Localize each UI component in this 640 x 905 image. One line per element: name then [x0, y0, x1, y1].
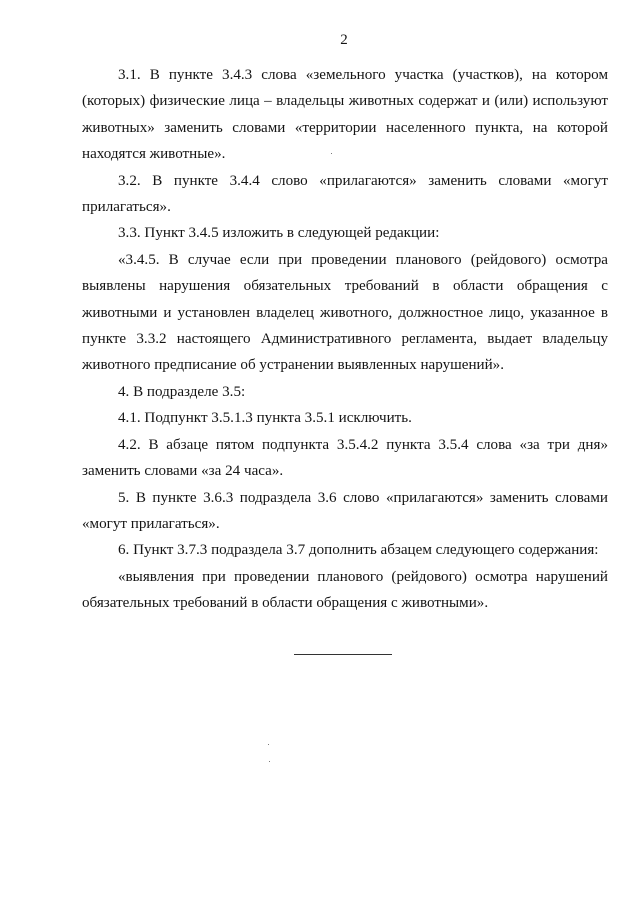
paragraph-3-3: 3.3. Пункт 3.4.5 изложить в следующей редакции: — [118, 225, 440, 242]
paragraph-6-quote: «выявления при проведении планового (рейдового) осмотра нарушений обязательных требований в области обращения с животными». — [82, 568, 608, 612]
paragraph-6: 6. Пункт 3.7.3 подраздела 3.7 дополнить абзацем следующего содержания: — [118, 542, 599, 559]
paragraph-4-1: 4.1. Подпункт 3.5.1.3 пункта 3.5.1 исключить. — [118, 410, 412, 427]
scan-speck — [268, 744, 269, 745]
page-number: 2 — [340, 32, 348, 48]
paragraph-4: 4. В подразделе 3.5: — [118, 383, 246, 400]
paragraph-3-1: 3.1. В пункте 3.4.3 слова «земельного участка (участков), на котором (которых) физические лица – владельцы животных содержат и (или) используют животных» заменить словами «территории населенного пункта, на которой находятся животные». — [82, 67, 608, 163]
paragraph-5: 5. В пункте 3.6.3 подраздела 3.6 слово «прилагаются» заменить словами «могут прилагаться». — [82, 489, 608, 532]
scan-speck — [331, 153, 332, 154]
paragraph-3-4-5-quote: «3.4.5. В случае если при проведении планового (рейдового) осмотра выявлены нарушения обязательных требований в области обращения с животными и установлен владелец животного, должностное лицо, указанное в пункте 3.3.2 настоящего Административного регламента, выдает владельцу животного предписание об устранении выявленных нарушений». — [82, 251, 608, 374]
document-body — [82, 62, 608, 617]
paragraph-3-2: 3.2. В пункте 3.4.4 слово «прилагаются» заменить словами «могут прилагаться». — [82, 172, 608, 216]
paragraph-4-2: 4.2. В абзаце пятом подпункта 3.5.4.2 пункта 3.5.4 слова «за три дня» заменить словами «за 24 часа». — [82, 436, 608, 480]
scan-speck — [269, 761, 270, 762]
end-of-document-divider — [294, 654, 392, 655]
